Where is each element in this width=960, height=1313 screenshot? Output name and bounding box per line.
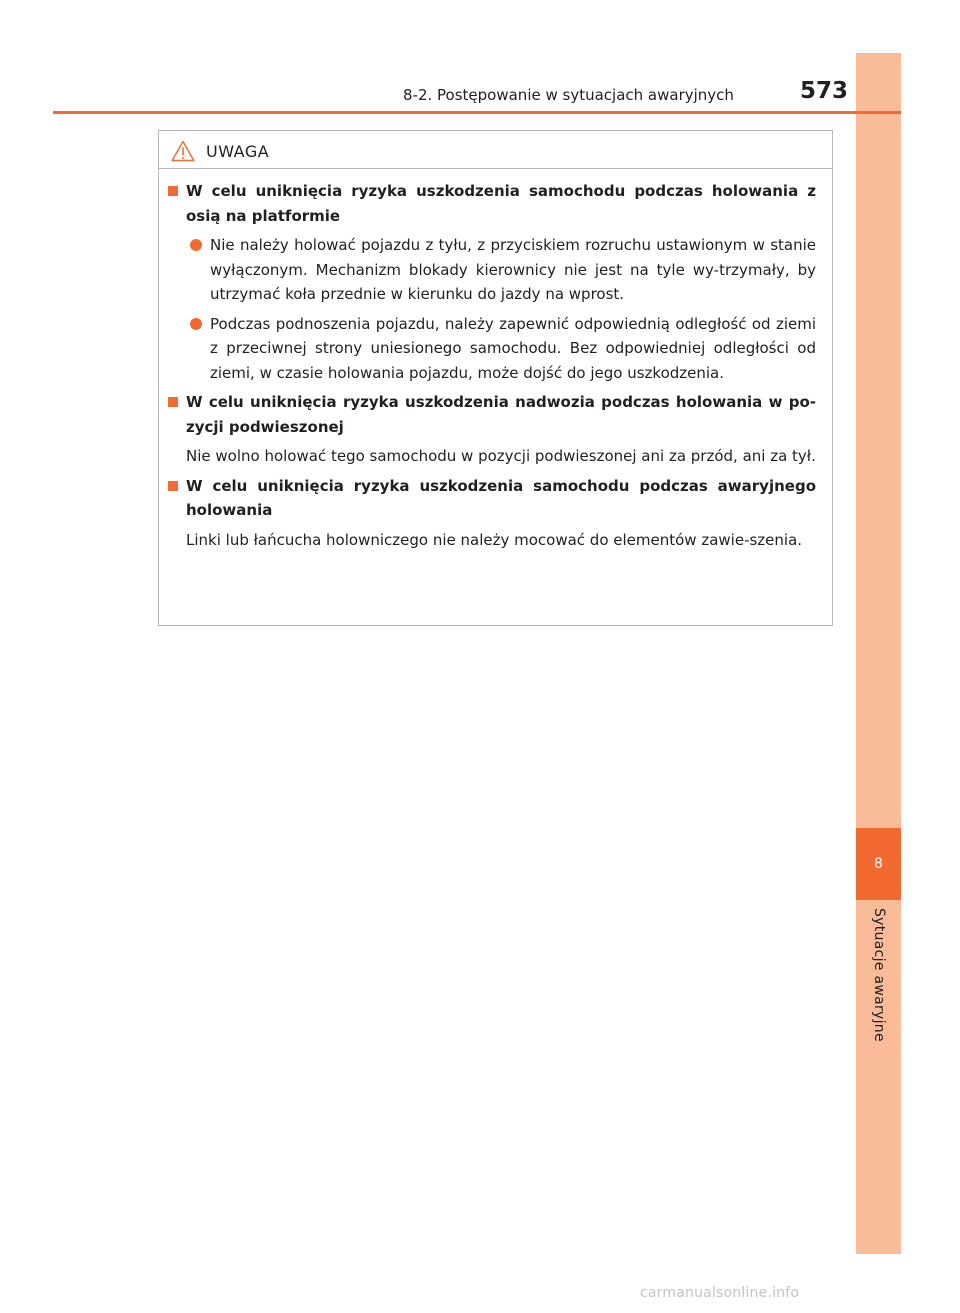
chapter-tab — [856, 828, 901, 900]
caution-bullet-2: Podczas podnoszenia pojazdu, należy zapewnić odpowiednią odległość od ziemi z przeciwnej strony uniesionego samochodu. Bez odpowiedniej odległości od ziemi, w czasie holowania pojazdu, może dojść do jego uszkodzenia. — [159, 312, 832, 386]
chapter-title-vertical — [857, 908, 901, 1068]
orange-square-icon — [168, 186, 178, 196]
header-rule — [53, 111, 901, 114]
orange-square-icon — [168, 481, 178, 491]
caution-heading-1: W celu uniknięcia ryzyka uszkodzenia samochodu podczas holowania z osią na platformie — [159, 179, 832, 228]
chapter-number: 8 — [874, 856, 883, 872]
watermark: carmanualsonline.info — [640, 1285, 800, 1301]
caution-heading-3: W celu uniknięcia ryzyka uszkodzenia samochodu podczas awaryjnego holowania — [159, 474, 832, 523]
warning-triangle-icon — [171, 140, 195, 162]
caution-header — [159, 131, 832, 169]
caution-paragraph-2: Nie wolno holować tego samochodu w pozycji podwieszonej ani za przód, ani za tył. — [186, 447, 816, 465]
section-title: 8-2. Postępowanie w sytuacjach awaryjnych — [403, 86, 734, 104]
caution-heading-2: W celu uniknięcia ryzyka uszkodzenia nadwozia podczas holowania w po-zycji podwieszonej — [159, 390, 832, 439]
caution-paragraph-3: Linki lub łańcucha holowniczego nie należy mocować do elementów zawie-szenia. — [186, 530, 803, 549]
caution-label: UWAGA — [206, 142, 270, 161]
caution-bullet-1: Nie należy holować pojazdu z tyłu, z przyciskiem rozruchu ustawionym w stanie wyłączonym. Mechanizm blokady kierownicy nie jest na tyle wy-trzymały, by utrzymać koła przednie w kierunku do jazdy na wprost. — [159, 233, 832, 307]
orange-dot-icon — [190, 318, 202, 330]
orange-dot-icon — [190, 239, 202, 251]
page-number: 573 — [800, 78, 849, 104]
orange-square-icon — [168, 397, 178, 407]
chapter-title: Sytuacje awaryjne — [871, 908, 887, 1042]
caution-body — [159, 179, 832, 557]
side-tab-strip — [856, 53, 901, 1254]
caution-box — [158, 130, 833, 626]
